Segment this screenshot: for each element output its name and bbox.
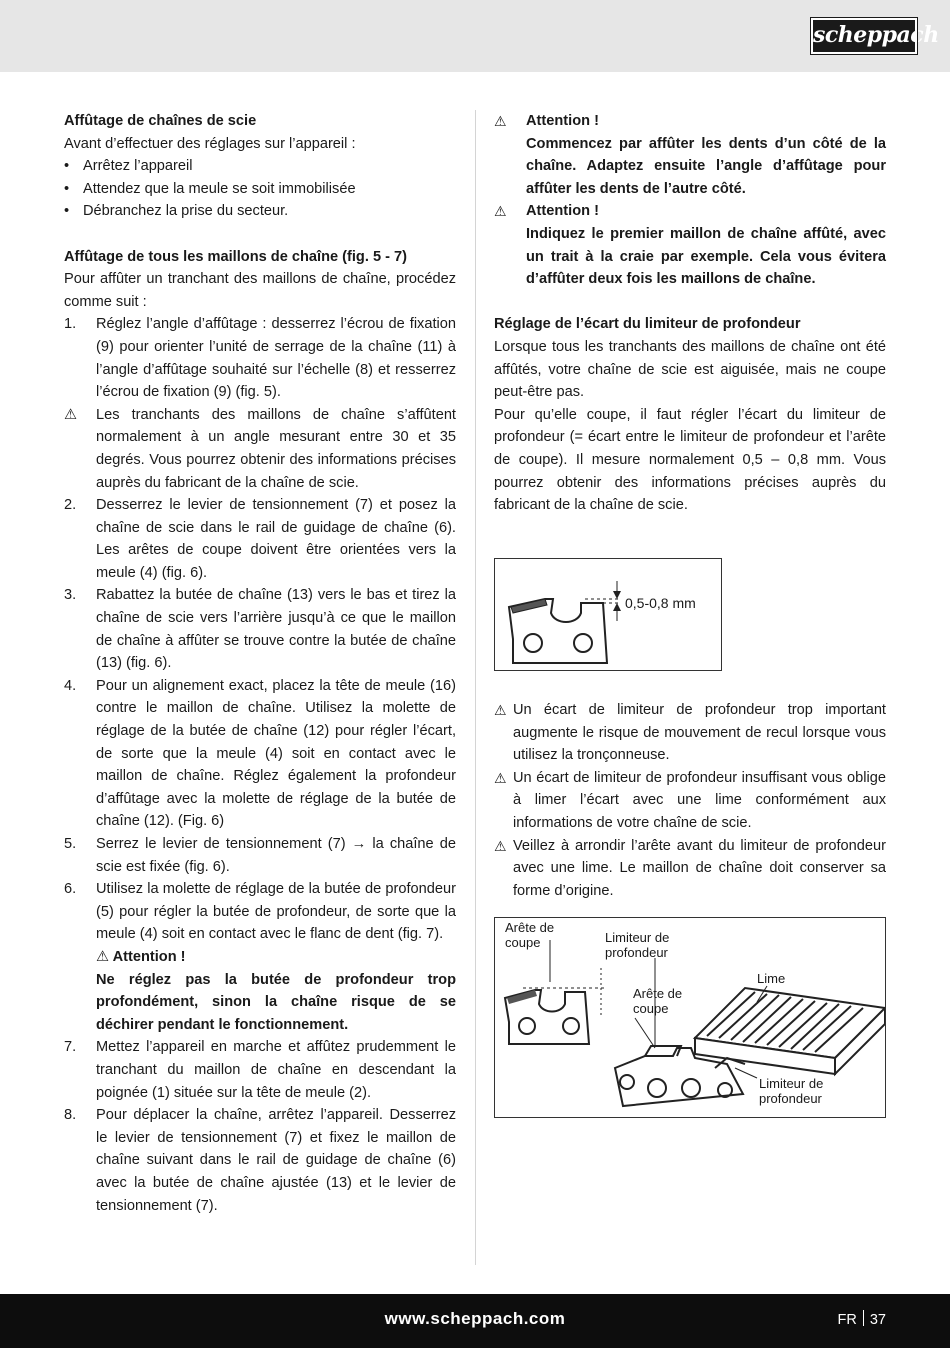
section-title-depth-limiter: Réglage de l’écart du limiteur de profondeur [494, 316, 801, 333]
step-text: Pour déplacer la chaîne, arrêtez l’appareil. Desserrez le levier de tensionnement (7) et fixez le maillon de chaîne suivant dans le rail de guidage de chaîne (6) avec la butée de chaîne ajustée (13) et le levier de tensionnement (7). [96, 1107, 456, 1214]
warning-item [494, 835, 886, 903]
step-item [64, 878, 456, 1036]
step-text: Utilisez la molette de réglage de la butée de profondeur (5) pour régler la butée de profondeur, de sorte que la meule (4) soit en contact avec le flanc de dent (fig. 7). [96, 881, 456, 943]
section-intro: Pour affûter un tranchant des maillons de chaîne, procédez comme suit : [64, 271, 456, 310]
step-number: 6. [64, 881, 77, 898]
step-number: 8. [64, 1107, 77, 1124]
label-depth-limiter: Limiteur de profondeur [605, 930, 670, 960]
warning-item [494, 699, 886, 767]
warning-icon: ⚠ [494, 769, 507, 786]
warning-item [494, 767, 886, 835]
brand-logo: scheppach [811, 18, 917, 54]
attention-block [494, 200, 886, 290]
page-number: 37 [869, 1312, 886, 1328]
warning-text: Un écart de limiteur de profondeur trop important augmente le risque de mouvement de recul lorsque vous utilisez la tronçonneuse. [513, 702, 886, 764]
attention-text: Ne réglez pas la butée de profondeur trop profondément, sinon la chaîne risque de se déchirer pendant le fonctionnement. [96, 971, 456, 1033]
step-text: Desserrez le levier de tensionnement (7) et posez la chaîne de scie dans le rail de guidage de chaîne (6). Les arêtes de coupe doivent être orientées vers la meule (4) (fig. 6). [96, 497, 456, 581]
step-number: 2. [64, 497, 77, 514]
warning-icon: ⚠ [494, 837, 507, 854]
step-warning [64, 404, 456, 494]
left-column [64, 110, 456, 1217]
column-divider [475, 110, 476, 1265]
warning-list [494, 699, 886, 902]
page-indicator [838, 1310, 886, 1328]
attention-label: ⚠ Attention ! [96, 948, 186, 965]
paragraph: Lorsque tous les tranchants des maillons de chaîne ont été affûtés, votre chaîne de scie est aiguisée, mais ne coupe peut-être pas. [494, 338, 886, 401]
step-number: 3. [64, 587, 77, 604]
warning-text: Veillez à arrondir l’arête avant du limiteur de profondeur avec une lime. Le maillon de chaîne doit conserver sa forme d’origine. [513, 837, 886, 899]
step-item [64, 833, 456, 878]
warning-icon: ⚠ [494, 113, 507, 129]
attention-title: Attention ! [526, 203, 599, 220]
step-item [64, 675, 456, 833]
step-number: 5. [64, 836, 77, 852]
step-text: Rabattez la butée de chaîne (13) vers le bas et tirez la chaîne de scie vers l’arrière jusqu’à ce que le maillon de chaîne à affûter se trouve contre la butée de chaîne (13) (fig. 6). [96, 587, 456, 672]
figure-filing [494, 917, 886, 1118]
right-column [494, 110, 886, 517]
label-file: Lime [757, 971, 786, 986]
website-link[interactable]: www.scheppach.com [384, 1309, 566, 1328]
step-text: Mettez l’appareil en marche et affûtez prudemment le tranchant du maillon de chaîne en descendant la poignée (1) située sur la tête de meule (2). [96, 1039, 456, 1101]
step-text: Serrez le levier de tensionnement (7) → la chaîne de scie est fixée (fig. 6). [96, 836, 456, 875]
label-cutting-edge: Arête de coupe [633, 986, 683, 1016]
section-intro: Avant d’effectuer des réglages sur l’appareil : [64, 135, 356, 152]
step-text: Réglez l’angle d’affûtage : desserrez l’écrou de fixation (9) pour orienter l’unité de serrage de la chaîne (11) à l’angle d’affûtage souhaité sur l’échelle (8) et resserrez l’écrou de fixation (9) (fig. 5). [96, 316, 456, 401]
figure-depth-gap [494, 558, 722, 671]
section-title-sharpening: Affûtage de chaînes de scie [64, 113, 257, 129]
warning-text: Un écart de limiteur de profondeur insuffisant vous oblige à limer l’écart avec une lime conformément aux informations de votre chaîne de scie. [513, 769, 886, 831]
step-item [64, 1104, 456, 1217]
bullet-item: • Attendez que la meule se soit immobilisée [64, 178, 456, 201]
gap-label: 0,5-0,8 mm [625, 595, 696, 611]
label-depth-limiter: Limiteur de profondeur [759, 1076, 824, 1106]
warning-icon: ⚠ [494, 702, 507, 718]
step-text: Les tranchants des maillons de chaîne s’affûtent normalement à un angle mesurant entre 30 et 35 degrés. Vous pourrez obtenir des informations précises auprès du fabricant de la chaîne de scie. [96, 406, 456, 491]
step-item [64, 494, 456, 584]
attention-block [494, 110, 886, 200]
attention-text: Commencez par affûter les dents d’un côté de la chaîne. Adaptez ensuite l’angle d’affûtage pour affûter les dents de l’autre côté. [526, 135, 886, 197]
attention-title: Attention ! [526, 113, 599, 129]
step-text: Pour un alignement exact, placez la tête de meule (16) contre le maillon de chaîne. Utilisez la molette de réglage de la butée de chaîne (12) pour régler l’écart, de sorte que la meule (4) soit en contact avec le maillon de chaîne. Réglez également la profondeur d’affûtage avec la molette de réglage de la butée de chaîne (12). (Fig. 6) [96, 677, 456, 830]
warning-icon: ⚠ [494, 203, 507, 220]
chain-link-diagram [495, 559, 721, 670]
step-number: 4. [64, 677, 77, 694]
language-code: FR [837, 1312, 857, 1328]
section-title-all-links: Affûtage de tous les maillons de chaîne (fig. 5 - 7) [64, 248, 408, 265]
page-header [0, 0, 950, 72]
step-item [64, 1036, 456, 1104]
label-cutting-edge: Arête de coupe [505, 920, 555, 950]
page-footer [0, 1294, 950, 1348]
bullet-item: • Débranchez la prise du secteur. [64, 200, 456, 223]
step-item [64, 313, 456, 403]
step-number: 7. [64, 1039, 77, 1056]
paragraph: Pour qu’elle coupe, il faut régler l’écart du limiteur de profondeur (= écart entre le limiteur de profondeur et l’arête de coupe). Il mesure normalement 0,5 – 0,8 mm. Vous pourrez obtenir des informations précises auprès du fabricant de la chaîne de scie. [494, 406, 886, 514]
step-number: 1. [64, 316, 77, 333]
step-item [64, 584, 456, 674]
bullet-item: • Arrêtez l’appareil [64, 155, 456, 178]
warning-icon: ⚠ [64, 406, 78, 423]
attention-text: Indiquez le premier maillon de chaîne affûté, avec un trait à la craie par exemple. Cela vous évitera d’affûter deux fois les maillons de chaîne. [526, 225, 886, 288]
